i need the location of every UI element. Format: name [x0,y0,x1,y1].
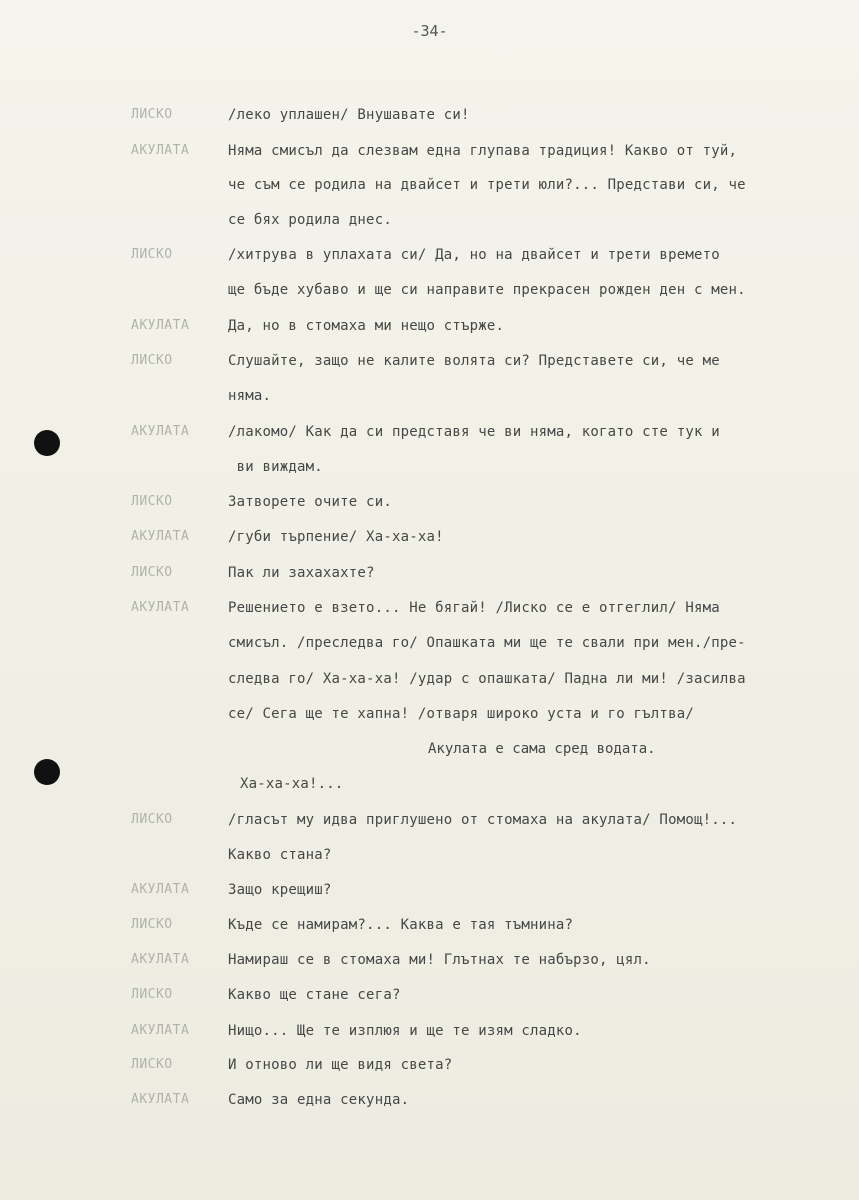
dialogue-text: ви виждам. [228,459,323,475]
speaker-name: ЛИСКО [131,917,173,932]
speaker-name: ЛИСКО [131,987,173,1002]
speaker-name: ЛИСКО [131,1057,173,1072]
dialogue-text: Затворете очите си. [228,494,392,510]
script-line [0,983,859,1007]
script-line [0,490,859,514]
stage-direction: Акулата е сама сред водата. [428,741,656,757]
script-line [0,384,859,408]
script-line [0,278,859,302]
script-line [0,1019,859,1043]
script-line [0,737,859,761]
script-line [0,631,859,655]
dialogue-text: се/ Сега ще те хапна! /отваря широко уста и го гълтва/ [228,706,694,722]
script-line [0,243,859,267]
dialogue-text: Ха-ха-ха!... [240,776,344,792]
speaker-name: АКУЛАТА [131,1023,190,1038]
dialogue-text: /губи търпение/ Ха-ха-ха! [228,529,444,545]
speaker-name: АКУЛАТА [131,600,190,615]
script-line [0,667,859,691]
dialogue-text: Къде се намирам?... Каква е тая тъмнина? [228,917,574,933]
script-line [0,1053,859,1077]
speaker-name: АКУЛАТА [131,1092,190,1107]
script-line [0,1088,859,1112]
script-line [0,139,859,163]
dialogue-text: И отново ли ще видя света? [228,1057,453,1073]
script-line [0,948,859,972]
dialogue-text: Няма смисъл да слезвам една глупава традиция! Какво от туй, [228,143,738,159]
dialogue-text: Какво ще стане сега? [228,987,401,1003]
script-line [0,455,859,479]
dialogue-text: Слушайте, защо не калите волята си? Представете си, че ме [228,353,720,369]
script-line [0,596,859,620]
script-line [0,173,859,197]
dialogue-text: /лакомо/ Как да си представя че ви няма, когато сте тук и [228,424,720,440]
script-line [0,561,859,585]
dialogue-text: следва го/ Ха-ха-ха! /удар с опашката/ Падна ли ми! /засилва [228,671,746,687]
speaker-name: ЛИСКО [131,812,173,827]
script-line [0,525,859,549]
script-line [0,878,859,902]
script-line [0,843,859,867]
script-line [0,103,859,127]
speaker-name: ЛИСКО [131,247,173,262]
dialogue-text: Пак ли захахахте? [228,565,375,581]
dialogue-text: Намираш се в стомаха ми! Глътнах те набързо, цял. [228,952,651,968]
dialogue-text: Решението е взето... Не бягай! /Лиско се е отгеглил/ Няма [228,600,720,616]
dialogue-text: че съм се родила на двайсет и трети юли?... Представи си, че [228,177,746,193]
dialogue-text: Нищо... Ще те изплюя и ще те изям сладко. [228,1023,582,1039]
speaker-name: ЛИСКО [131,107,173,122]
script-line [0,772,859,796]
dialogue-text: /гласът му идва приглушено от стомаха на акулата/ Помощ!... [228,812,738,828]
script-line [0,420,859,444]
dialogue-text: се бях родила днес. [228,212,392,228]
speaker-name: АКУЛАТА [131,424,190,439]
script-line [0,208,859,232]
speaker-name: АКУЛАТА [131,952,190,967]
speaker-name: ЛИСКО [131,565,173,580]
dialogue-text: Защо крещиш? [228,882,332,898]
speaker-name: ЛИСКО [131,494,173,509]
dialogue-text: смисъл. /преследва го/ Опашката ми ще те свали при мен./пре- [228,635,746,651]
speaker-name: АКУЛАТА [131,529,190,544]
dialogue-text: /хитрува в уплахата си/ Да, но на двайсет и трети времето [228,247,720,263]
script-line [0,314,859,338]
script-line [0,349,859,373]
dialogue-text: няма. [228,388,272,404]
speaker-name: АКУЛАТА [131,143,190,158]
dialogue-text: Да, но в стомаха ми нещо стърже. [228,318,505,334]
speaker-name: ЛИСКО [131,353,173,368]
script-line [0,808,859,832]
dialogue-text: ще бъде хубаво и ще си направите прекрасен рожден ден с мен. [228,282,746,298]
speaker-name: АКУЛАТА [131,318,190,333]
speaker-name: АКУЛАТА [131,882,190,897]
dialogue-text: /леко уплашен/ Внушавате си! [228,107,470,123]
dialogue-text: Какво стана? [228,847,332,863]
dialogue-text: Само за една секунда. [228,1092,410,1108]
page-number: -34- [411,22,448,40]
script-line [0,913,859,937]
script-line [0,702,859,726]
